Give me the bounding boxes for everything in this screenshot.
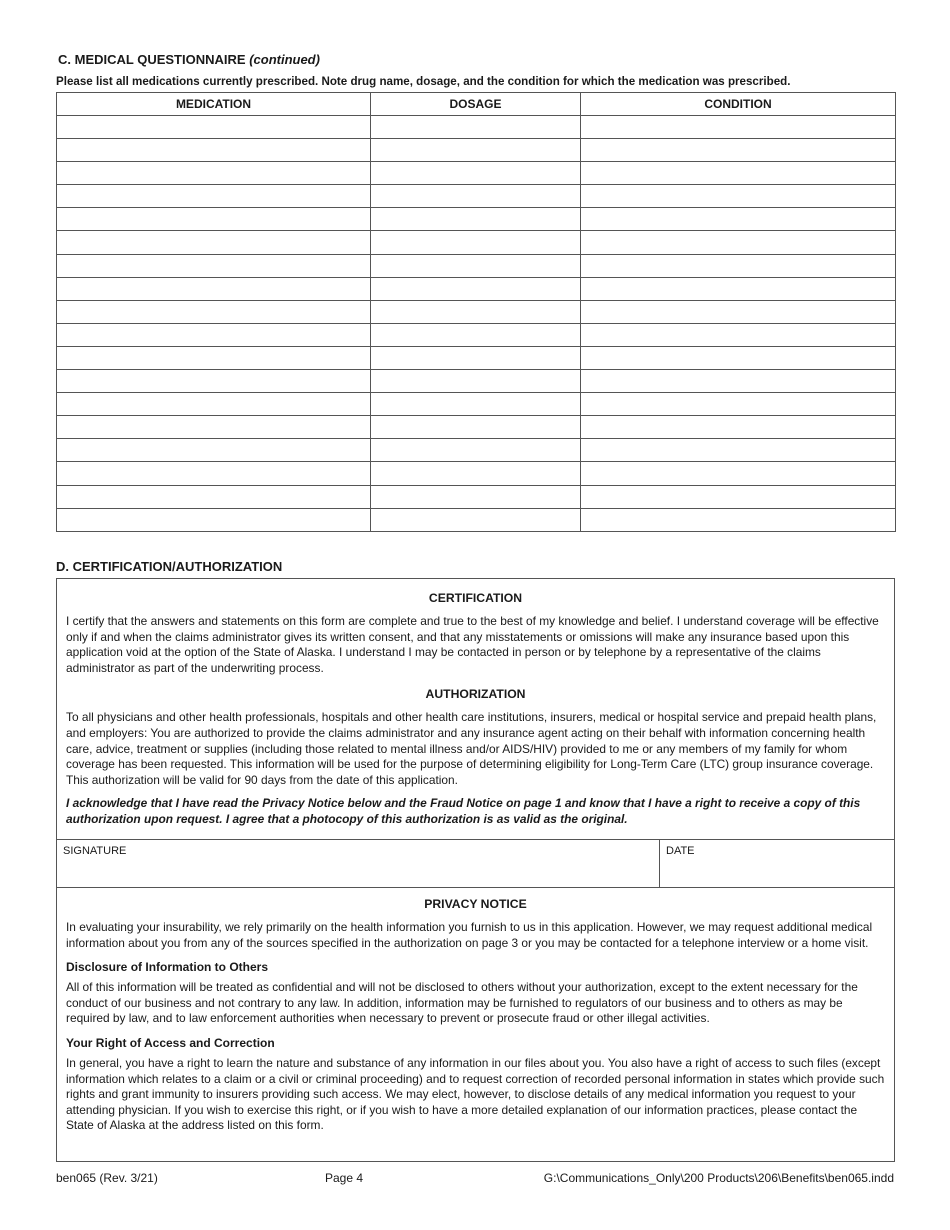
dosage-cell[interactable] xyxy=(371,416,581,439)
column-header-condition: CONDITION xyxy=(581,93,896,116)
table-row xyxy=(57,393,896,416)
table-row xyxy=(57,346,896,369)
authorization-heading: AUTHORIZATION xyxy=(425,687,526,702)
dosage-cell[interactable] xyxy=(371,254,581,277)
medication-cell[interactable] xyxy=(57,185,371,208)
condition-cell[interactable] xyxy=(581,485,896,508)
disclosure-text: All of this information will be treated as confidential and will not be disclosed to others without your authorization, except to the extent necessary for the conduct of our business and not contrary to any law. In addition, information may be furnished to regulators of our business and to others as may be required by law, and to law enforcement authorities when necessary to prevent or prosecute fraud or other illegal activities. xyxy=(66,980,858,1026)
certification-authorization-box xyxy=(56,578,895,1162)
table-row xyxy=(57,485,896,508)
privacy-heading: PRIVACY NOTICE xyxy=(424,897,527,911)
condition-cell[interactable] xyxy=(581,116,896,139)
privacy-intro: In evaluating your insurability, we rely primarily on the health information you furnish to us in this application. However, we may request additional medical information about you from any of the sources specified in the authorization on page 3 or you may be contacted for a telephone interview or a home visit. xyxy=(66,920,873,950)
medication-cell[interactable] xyxy=(57,277,371,300)
table-row xyxy=(57,300,896,323)
condition-cell[interactable] xyxy=(581,162,896,185)
condition-cell[interactable] xyxy=(581,416,896,439)
medication-cell[interactable] xyxy=(57,254,371,277)
medication-cell[interactable] xyxy=(57,416,371,439)
condition-cell[interactable] xyxy=(581,277,896,300)
dosage-cell[interactable] xyxy=(371,116,581,139)
medication-cell[interactable] xyxy=(57,462,371,485)
condition-cell[interactable] xyxy=(581,300,896,323)
condition-cell[interactable] xyxy=(581,508,896,531)
medication-cell[interactable] xyxy=(57,393,371,416)
table-row xyxy=(57,208,896,231)
condition-cell[interactable] xyxy=(581,439,896,462)
table-row xyxy=(57,439,896,462)
date-cell[interactable] xyxy=(660,840,894,887)
dosage-cell[interactable] xyxy=(371,300,581,323)
table-row xyxy=(57,370,896,393)
dosage-cell[interactable] xyxy=(371,346,581,369)
dosage-cell[interactable] xyxy=(371,208,581,231)
column-header-medication: MEDICATION xyxy=(57,93,371,116)
column-header-dosage: DOSAGE xyxy=(371,93,581,116)
medication-table xyxy=(56,92,896,532)
section-c-title-suffix: (continued) xyxy=(249,52,320,67)
dosage-cell[interactable] xyxy=(371,185,581,208)
condition-cell[interactable] xyxy=(581,346,896,369)
medication-cell[interactable] xyxy=(57,300,371,323)
medication-cell[interactable] xyxy=(57,208,371,231)
medication-cell[interactable] xyxy=(57,231,371,254)
medication-cell[interactable] xyxy=(57,508,371,531)
dosage-cell[interactable] xyxy=(371,162,581,185)
condition-cell[interactable] xyxy=(581,231,896,254)
dosage-cell[interactable] xyxy=(371,393,581,416)
condition-cell[interactable] xyxy=(581,393,896,416)
table-row xyxy=(57,116,896,139)
dosage-cell[interactable] xyxy=(371,139,581,162)
dosage-cell[interactable] xyxy=(371,323,581,346)
certification-heading: CERTIFICATION xyxy=(428,591,523,605)
access-heading: Your Right of Access and Correction xyxy=(66,1035,275,1050)
condition-cell[interactable] xyxy=(581,323,896,346)
signature-field[interactable] xyxy=(61,860,655,884)
condition-cell[interactable] xyxy=(581,462,896,485)
table-row xyxy=(57,185,896,208)
signature-cell[interactable] xyxy=(57,840,660,887)
table-row xyxy=(57,416,896,439)
condition-cell[interactable] xyxy=(581,139,896,162)
dosage-cell[interactable] xyxy=(371,462,581,485)
dosage-cell[interactable] xyxy=(371,508,581,531)
medication-cell[interactable] xyxy=(57,485,371,508)
table-row xyxy=(57,162,896,185)
section-c-title xyxy=(58,52,320,67)
footer-page-number: Page 4 xyxy=(325,1171,364,1185)
dosage-cell[interactable] xyxy=(371,439,581,462)
condition-cell[interactable] xyxy=(581,370,896,393)
section-c-title-text: C. MEDICAL QUESTIONNAIRE xyxy=(58,52,246,67)
date-field[interactable] xyxy=(664,860,890,884)
medication-cell[interactable] xyxy=(57,346,371,369)
signature-row xyxy=(57,839,894,888)
footer-file-path: G:\Communications_Only\200 Products\206\Benefits\ben065.indd xyxy=(543,1171,894,1185)
medication-cell[interactable] xyxy=(57,162,371,185)
authorization-text: To all physicians and other health professionals, hospitals and other health care institutions, insurers, medical or hospital service and prepaid health plans, and employers: You are authorized to provide the claims administrator and any insurance agent acting on their behalf with information concerning health care, advice, treatment or supplies (including those related to mental illness and/or AIDS/HIV) provided to me or any members of my family for whom coverage has been requested. This information will be used for the purpose of determining eligibility for Long-Term Care (LTC) group insurance coverage. This authorization will be valid for 90 days from the date of this application. xyxy=(66,710,877,787)
signature-label: SIGNATURE xyxy=(63,845,127,857)
certification-text: I certify that the answers and statements on this form are complete and true to the best of my knowledge and belief. I understand coverage will be effective only if and when the claims administrator gives its written consent, and that any misstatements or omissions will make any insurance based upon this application void at the option of the State of Alaska. I understand I may be contacted in person or by telephone by a representative of the claims administrator as part of the underwriting process. xyxy=(66,614,879,675)
table-row xyxy=(57,277,896,300)
section-d-title: D. CERTIFICATION/AUTHORIZATION xyxy=(56,559,283,574)
access-text: In general, you have a right to learn the nature and substance of any information in our files about you. You also have a right of access to such files (except information which relates to a claim or a civil or criminal proceeding) and to request correction of recorded personal information in states which provide such rights and grant immunity to insurers providing such access. We may elect, however, to disclose details of any medical information you request to your attending physician. If you wish to exercise this right, or if you wish to have a more detailed explanation of our information practices, please contact the State of Alaska at the address listed on this form. xyxy=(66,1055,885,1133)
table-row xyxy=(57,231,896,254)
dosage-cell[interactable] xyxy=(371,485,581,508)
medication-cell[interactable] xyxy=(57,323,371,346)
medication-cell[interactable] xyxy=(57,139,371,162)
table-row xyxy=(57,508,896,531)
table-row xyxy=(57,254,896,277)
medication-instructions: Please list all medications currently prescribed. Note drug name, dosage, and the condition for which the medication was prescribed. xyxy=(56,75,791,88)
dosage-cell[interactable] xyxy=(371,231,581,254)
medication-table-header xyxy=(57,93,896,116)
condition-cell[interactable] xyxy=(581,185,896,208)
table-row xyxy=(57,323,896,346)
medication-cell[interactable] xyxy=(57,116,371,139)
date-label: DATE xyxy=(666,845,695,857)
medication-cell[interactable] xyxy=(57,439,371,462)
condition-cell[interactable] xyxy=(581,208,896,231)
medication-cell[interactable] xyxy=(57,370,371,393)
acknowledgement-text: I acknowledge that I have read the Privacy Notice below and the Fraud Notice on page 1 and know that I have a right to receive a copy of this authorization upon request. I agree that a photocopy of this authorization is as valid as the original. xyxy=(66,796,861,826)
dosage-cell[interactable] xyxy=(371,277,581,300)
footer-form-id: ben065 (Rev. 3/21) xyxy=(56,1171,158,1185)
disclosure-heading: Disclosure of Information to Others xyxy=(66,960,269,975)
dosage-cell[interactable] xyxy=(371,370,581,393)
table-row xyxy=(57,462,896,485)
condition-cell[interactable] xyxy=(581,254,896,277)
table-row xyxy=(57,139,896,162)
